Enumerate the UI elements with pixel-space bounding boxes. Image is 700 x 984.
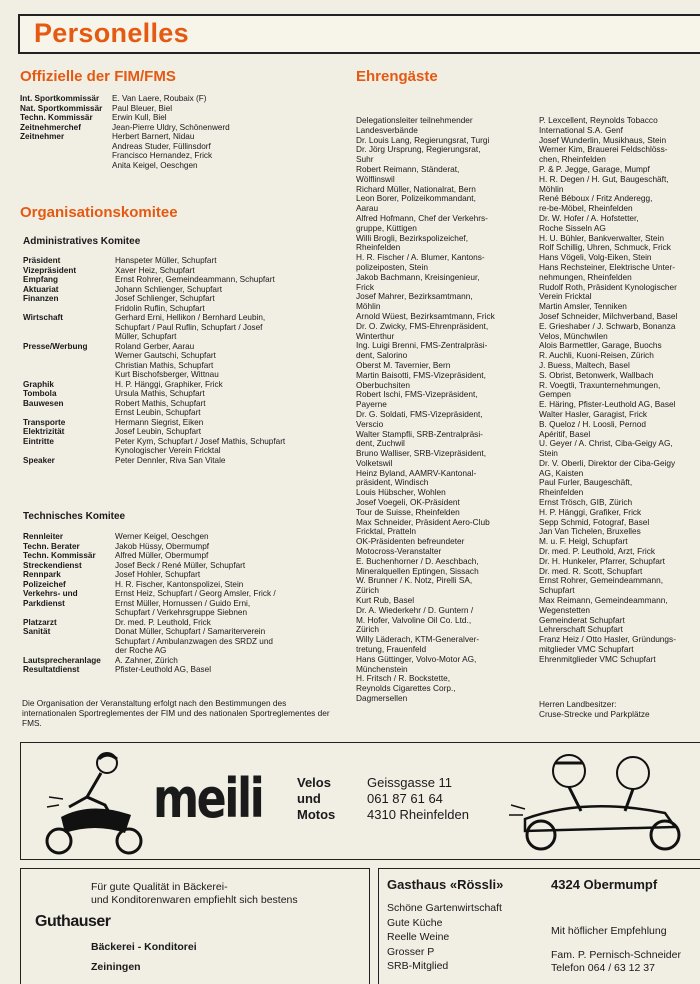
role-label: Int. Sportkommissär: [20, 94, 100, 103]
role-row: [23, 323, 341, 333]
role-row: [23, 351, 341, 361]
role-label: Elektrizität: [23, 427, 65, 436]
role-label: [20, 151, 112, 161]
role-names: Paul Bleuer, Biel: [112, 103, 173, 113]
role-names: Peter Dennler, Riva San Vitale: [115, 455, 226, 465]
role-names: Christian Mathis, Schupfart: [115, 360, 214, 370]
roessli-features: Schöne Gartenwirtschaft Gute Küche Reelle Weine Grosser P SRB-Mitglied: [387, 902, 502, 972]
role-names: Hanspeter Müller, Schupfart: [115, 256, 217, 265]
role-names: Fridolin Ruflin, Schupfart: [115, 303, 205, 313]
ad-guthauser: [20, 868, 370, 984]
role-label: Polizeichef: [23, 579, 66, 589]
role-row: [23, 551, 341, 561]
role-row: [20, 132, 320, 142]
role-label: [23, 637, 115, 647]
role-label: Graphik: [23, 379, 54, 389]
fim-title: Offizielle der FIM/FMS: [20, 68, 176, 85]
role-label: Techn. Berater: [23, 541, 80, 551]
role-row: [20, 142, 320, 152]
role-row: [23, 399, 341, 409]
role-names: A. Zahner, Zürich: [115, 655, 178, 665]
role-names: E. Van Laere, Roubaix (F): [112, 94, 207, 103]
role-names: Donat Müller, Schupfart / Samariterverein: [115, 627, 266, 636]
role-row: [23, 313, 341, 323]
page-title: Personelles: [34, 18, 189, 48]
role-label: Parkdienst: [23, 598, 65, 608]
role-label: Sanität: [23, 627, 51, 636]
role-row: [23, 285, 341, 295]
role-row: [20, 161, 320, 171]
role-names: Kurt Bischofsberger, Wittnau: [115, 370, 219, 379]
role-label: Rennleiter: [23, 532, 64, 541]
role-row: [23, 570, 341, 580]
roessli-greeting: Mit höflicher Empfehlung: [551, 925, 667, 937]
role-label: Speaker: [23, 455, 55, 465]
page-header: [18, 14, 700, 54]
role-row: [23, 332, 341, 342]
role-row: [23, 256, 341, 266]
role-row: [20, 151, 320, 161]
role-row: [23, 618, 341, 628]
role-names: Ursula Mathis, Schupfart: [115, 389, 205, 398]
org-title: Organisationskomitee: [20, 204, 178, 221]
role-label: Präsident: [23, 256, 61, 265]
guthauser-town: Zeiningen: [91, 961, 141, 973]
role-names: Josef Leubin, Schupfart: [115, 427, 202, 436]
role-names: Hermann Siegrist, Eiken: [115, 417, 204, 427]
role-row: [23, 437, 341, 447]
role-label: [23, 332, 115, 342]
role-row: [23, 370, 341, 380]
role-row: [23, 456, 341, 466]
role-names: Erwin Kull, Biel: [112, 113, 167, 122]
role-row: [23, 580, 341, 590]
role-row: [23, 304, 341, 314]
role-row: [23, 665, 341, 675]
role-names: Robert Mathis, Schupfart: [115, 398, 206, 408]
role-label: [20, 142, 112, 152]
role-row: [23, 361, 341, 371]
role-label: [23, 351, 115, 361]
role-names: Werner Keigel, Oeschgen: [115, 532, 209, 541]
role-row: [23, 380, 341, 390]
role-names: H. R. Fischer, Kantonspolizei, Stein: [115, 579, 244, 589]
role-row: [23, 294, 341, 304]
role-label: Wirtschaft: [23, 313, 63, 322]
role-row: [23, 532, 341, 542]
role-label: [23, 446, 115, 456]
role-label: [23, 304, 115, 314]
role-names: Andreas Studer, Füllinsdorf: [112, 141, 211, 151]
role-row: [23, 418, 341, 428]
role-row: [23, 589, 341, 599]
role-row: [23, 389, 341, 399]
guests-title: Ehrengäste: [356, 68, 438, 85]
tech-list: [23, 532, 341, 675]
role-row: [23, 656, 341, 666]
role-row: [23, 542, 341, 552]
role-label: Zeitnehmer: [20, 132, 65, 141]
role-names: Schupfart / Paul Ruflin, Schupfart / Josef: [115, 322, 263, 332]
role-row: [23, 446, 341, 456]
role-names: Xaver Heiz, Schupfart: [115, 265, 195, 275]
role-label: [23, 408, 115, 418]
role-row: [23, 637, 341, 647]
role-label: Techn. Kommissär: [23, 551, 96, 560]
role-label: Transporte: [23, 417, 66, 427]
role-label: Streckendienst: [23, 560, 82, 570]
role-row: [20, 113, 320, 123]
role-names: Jakob Hüssy, Obermumpf: [115, 541, 210, 551]
role-label: [20, 161, 112, 171]
role-names: Kynologischer Verein Fricktal: [115, 446, 221, 455]
roessli-owner: Fam. P. Pernisch-Schneider Telefon 064 / 63 12 37: [551, 949, 681, 974]
meili-logo: meili: [153, 767, 263, 830]
role-row: [23, 275, 341, 285]
role-row: [23, 427, 341, 437]
role-row: [20, 104, 320, 114]
role-names: Ernst Leubin, Schupfart: [115, 408, 201, 417]
role-names: Ernst Heiz, Schupfart / Georg Amsler, Frick /: [115, 589, 276, 598]
role-names: Ernst Rohrer, Gemeindeammann, Schupfart: [115, 275, 275, 284]
role-label: [23, 370, 115, 380]
role-row: [23, 342, 341, 352]
motorcycle-rider-right-icon: [505, 749, 700, 855]
guthauser-name: Guthauser: [35, 913, 111, 930]
role-names: Jean-Pierre Uldry, Schönenwerd: [112, 122, 230, 132]
admin-title: Administratives Komitee: [23, 236, 141, 247]
role-label: Aktuariat: [23, 284, 59, 294]
role-label: Techn. Kommissär: [20, 113, 93, 122]
role-label: Nat. Sportkommissär: [20, 103, 103, 113]
meili-kind: Velos und Motos: [297, 775, 336, 822]
meili-address: Geissgasse 11 061 87 61 64 4310 Rheinfelden: [367, 775, 469, 822]
role-names: Müller, Schupfart: [115, 332, 177, 341]
role-names: Josef Schlienger, Schupfart: [115, 294, 215, 303]
role-row: [23, 646, 341, 656]
role-names: Anita Keigel, Oeschgen: [112, 160, 198, 170]
role-label: Resultatdienst: [23, 665, 80, 674]
role-label: Zeitnehmerchef: [20, 122, 81, 132]
role-row: [23, 561, 341, 571]
role-row: [20, 123, 320, 133]
roessli-town: 4324 Obermumpf: [551, 877, 658, 892]
role-label: Empfang: [23, 275, 59, 284]
role-names: Johann Schlienger, Schupfart: [115, 284, 222, 294]
role-row: [23, 627, 341, 637]
role-label: Eintritte: [23, 436, 54, 446]
role-names: Schupfart / Verkehrsgruppe Siebnen: [115, 608, 247, 617]
role-names: der Roche AG: [115, 646, 167, 655]
role-names: Josef Hohler, Schupfart: [115, 570, 201, 579]
role-names: Gerhard Erni, Hellikon / Bernhard Leubin,: [115, 313, 266, 322]
admin-list: [23, 256, 341, 465]
guests-col2: P. Lexcellent, Reynolds Tobacco International S.A. Genf Josef Wunderlin, Musikhaus, Stein Werner Kim, Brauerei Feldschlöss- chen, Rheinfelden P. & P. Jegge, Garage, Mumpf H. R. Degen / H. Gut, Baugeschäft, Möhlin René Béboux / Fritz Anderegg, re-be-Möbel, Rheinfelden Dr. W. Hofer / A. Hofstetter, Roche Sisseln AG H. U. Bühler, Bankverwalter, Stein Rolf Schillig, Uhren, Schmuck, Frick Hans Vögeli, Volg-Eiken, Stein Hans Rechsteiner, Elektrische Unter- nehmungen, Rheinfelden Rudolf Roth, Präsident Kynologischer Verein Fricktal Martin Amsler, Tenniken Josef Schneider, Milchverband, Basel E. Grieshaber / J. Schwarb, Bonanza Velos, Münchwilen Alois Barmettler, Garage, Buochs R. Auchli, Kuoni-Reisen, Zürich J. Buess, Maltech, Basel S. Obrist, Betonwerk, Wallbach R. Voegtli, Traxunternehmungen, Gempen E. Häring, Pfister-Leuthold AG, Basel Walter Hasler, Garagist, Frick B. Queloz / H. Loosli, Pernod Apéritif, Basel U. Geyer / A. Christ, Ciba-Geigy AG, Stein Dr. V. Oberli, Direktor der Ciba-Geigy AG, Kaisten Paul Furler, Baugeschäft, Rheinfelden Ernst Trösch, GIB, Zürich H. P. Hänggi, Grafiker, Frick Sepp Schmid, Fotograf, Basel Jan Van Tichelen, Bruxelles M. u. F. Heigl, Schupfart Dr. med. P. Leuthold, Arzt, Frick Dr. H. Hunkeler, Pfarrer, Schupfart Dr. med. R. Scott, Schupfart Ernst Rohrer, Gemeindeammann, Schupfart Max Reimann, Gemeindeammann, Wegenstetten Gemeinderat Schupfart Lehrerschaft Schupfart Franz Heiz / Otto Hasler, Gründungs- mitglieder VMC Schupfart Ehrenmitglieder VMC Schupfart: [539, 115, 678, 664]
guthauser-kind: Bäckerei - Konditorei: [91, 941, 197, 953]
org-note: Die Organisation der Veranstaltung erfolgt nach den Bestimmungen des internationalen Sportreglementes der FIM und des nationalen Sportreglementes der FMS.: [22, 698, 330, 728]
role-label: Rennpark: [23, 570, 61, 579]
ad-roessli: [378, 868, 700, 984]
role-label: Lautsprecheranlage: [23, 655, 101, 665]
role-label: Presse/Werbung: [23, 341, 88, 351]
role-label: Tombola: [23, 389, 57, 398]
landbesitzer: Herren Landbesitzer: Cruse-Strecke und Parkplätze: [539, 699, 650, 719]
role-row: [20, 94, 320, 104]
role-label: [23, 323, 115, 333]
role-names: Alfred Müller, Obermumpf: [115, 551, 209, 560]
guthauser-tagline: Für gute Qualität in Bäckerei- und Konditorenwaren empfiehlt sich bestens: [91, 881, 298, 906]
role-names: H. P. Hänggi, Graphiker, Frick: [115, 379, 223, 389]
role-names: Dr. med. P. Leuthold, Frick: [115, 617, 211, 627]
role-row: [23, 608, 341, 618]
role-names: Schupfart / Ambulanzwagen des SRDZ und: [115, 636, 273, 646]
role-row: [23, 266, 341, 276]
role-names: Pfister-Leuthold AG, Basel: [115, 665, 212, 674]
role-names: Peter Kym, Schupfart / Josef Mathis, Schupfart: [115, 436, 286, 446]
ad-meili: [20, 742, 700, 860]
fim-list: [20, 94, 320, 170]
role-label: [23, 646, 115, 656]
role-names: Werner Gautschi, Schupfart: [115, 351, 216, 360]
role-label: Verkehrs- und: [23, 589, 78, 598]
role-names: Francisco Hernandez, Frick: [112, 151, 213, 160]
role-label: Bauwesen: [23, 398, 64, 408]
role-label: Platzarzt: [23, 617, 57, 627]
role-names: Josef Beck / René Müller, Schupfart: [115, 560, 246, 570]
role-row: [23, 408, 341, 418]
role-label: Vizepräsident: [23, 265, 77, 275]
roessli-name: Gasthaus «Rössli»: [387, 877, 504, 892]
role-label: [23, 608, 115, 618]
role-row: [23, 599, 341, 609]
motorcycle-rider-left-icon: [41, 747, 161, 855]
role-names: Roland Gerber, Aarau: [115, 341, 195, 351]
role-label: [23, 361, 115, 371]
role-names: Ernst Müller, Hornussen / Guido Erni,: [115, 598, 251, 608]
guests-col1: Delegationsleiter teilnehmender Landesverbände Dr. Louis Lang, Regierungsrat, Turgi Dr. Jörg Ursprung, Regierungsrat, Suhr Robert Reimann, Ständerat, Wölflinswil Richard Müller, Nationalrat, Bern Leon Borer, Polizeikommandant, Aarau Alfred Hofmann, Chef der Verkehrs- gruppe, Küttigen Willi Brogli, Bezirkspolizeichef, Rheinfelden H. R. Fischer / A. Blumer, Kantons- polizeiposten, Stein Jakob Bachmann, Kreisingenieur, Frick Josef Mahrer, Bezirksamtmann, Möhlin Arnold Wüest, Bezirksamtmann, Frick Dr. O. Zwicky, FMS-Ehrenpräsident, Winterthur Ing. Luigi Brenni, FMS-Zentralpräsi- dent, Salorino Oberst M. Tavernier, Bern Martin Baisotti, FMS-Vizepräsident, Oberbuchsiten Robert Ischi, FMS-Vizepräsident, Payerne Dr. G. Soldati, FMS-Vizepräsident, Verscio Walter Stampfli, SRB-Zentralpräsi- dent, Zuchwil Bruno Walliser, SRB-Vizepräsident, Volketswil Heinz Byland, AAMRV-Kantonal- präsident, Windisch Louis Hübscher, Wohlen Josef Voegeli, OK-Präsident Tour de Suisse, Rheinfelden Max Schneider, Präsident Aero-Club Fricktal, Pratteln OK-Präsidenten befreundeter Motocross-Veranstalter E. Buchenhorner / D. Aeschbach, Mineralquellen Eptingen, Sissach W. Brunner / K. Notz, Pirelli SA, Zürich Kurt Rub, Basel Dr. A. Wiederkehr / D. Guntern / M. Hofer, Valvoline Oil Co. Ltd., Zürich Willy Läderach, KTM-Generalver- tretung, Frauenfeld Hans Güttinger, Volvo-Motor AG, Münchenstein H. Fritsch / R. Bockstette, Reynolds Cigarettes Corp., Dagmersellen: [356, 115, 495, 704]
role-label: Finanzen: [23, 294, 59, 303]
role-names: Herbert Barnert, Nidau: [112, 132, 195, 141]
tech-title: Technisches Komitee: [23, 511, 126, 522]
